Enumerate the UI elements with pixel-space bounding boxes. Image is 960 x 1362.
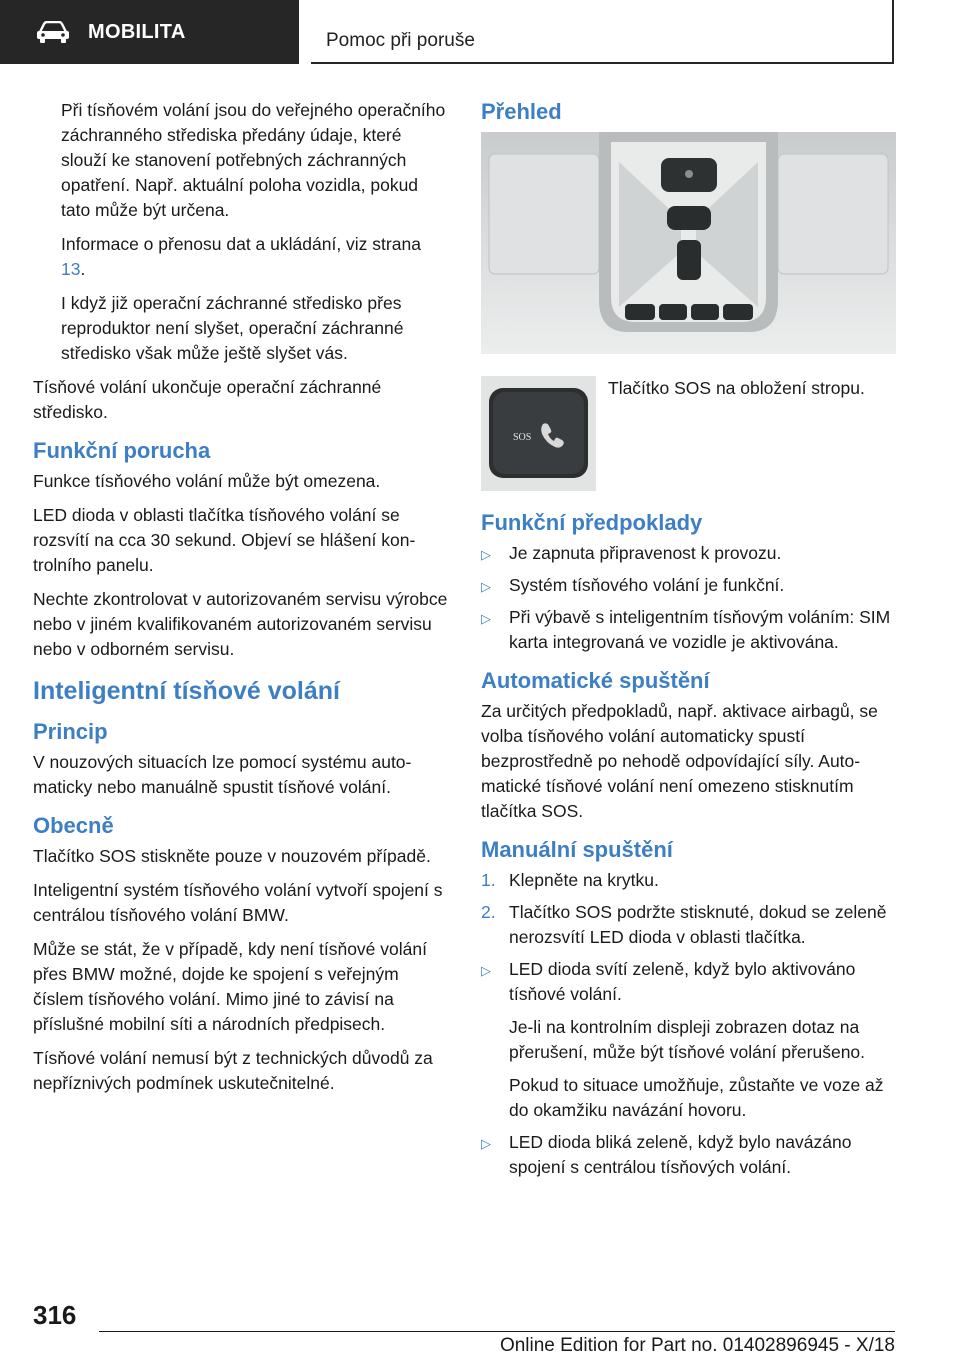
header-section-tab xyxy=(0,0,299,64)
step-number: 1. xyxy=(481,870,496,890)
paragraph: Funkce tísňového volání může být omezena. xyxy=(33,471,381,491)
paragraph: Může se stát, že v případě, kdy není tísňové volání přes BMW možné, dojde ke spojení s veřejným číslem tísňového volání. Mimo jiné to závisí na příslušné mobilní síti a národních předpisech. xyxy=(33,939,427,1034)
heading-overview: Přehled xyxy=(481,99,562,124)
step-number: 2. xyxy=(481,902,496,922)
heading-general: Obecně xyxy=(33,813,114,838)
page-number: 316 xyxy=(33,1300,77,1330)
header-chapter-box xyxy=(311,0,894,64)
triangle-bullet-icon: ▷ xyxy=(481,1136,491,1151)
list-item xyxy=(481,541,896,566)
list-item-text: Je zapnuta připravenost k provozu. xyxy=(509,543,782,563)
paragraph-text: . xyxy=(80,259,86,279)
list-item-subtext: Je-li na kontrolním displeji zobrazen dotaz na přerušení, může být tísňové volání přerušeno. xyxy=(509,1017,866,1062)
heading-automatic-start: Automatické spuštění xyxy=(481,668,710,693)
paragraph: Tísňové volání nemusí být z technických důvodů za nepříznivých podmínek uskutečnitelné. xyxy=(33,1048,433,1093)
paragraph: Tísňové volání ukončuje operační záchranné středisko. xyxy=(33,377,382,422)
step-item xyxy=(481,900,896,950)
list-item-text: Při výbavě s inteligentním tísňovým voláním: SIM karta integrovaná ve vozidle je aktivována. xyxy=(509,607,891,652)
heading-manual-start: Manuální spuštění xyxy=(481,837,673,862)
list-item-text: Systém tísňového volání je funkční. xyxy=(509,575,785,595)
triangle-bullet-icon: ▷ xyxy=(481,611,491,626)
paragraph-text: Informace o přenosu dat a ukládání, viz strana xyxy=(61,234,421,254)
list-item xyxy=(481,573,896,598)
paragraph: V nouzových situacích lze pomocí systému automaticky nebo manuálně spustit tísňové volání. xyxy=(33,752,412,797)
step-text: Klepněte na krytku. xyxy=(509,870,659,890)
footer-edition: Online Edition for Part no. 01402896945 - X/18 xyxy=(499,1335,895,1356)
heading-intelligent-emergency-call: Inteligentní tísňové volání xyxy=(33,677,340,705)
triangle-bullet-icon: ▷ xyxy=(481,579,491,594)
heading-fault: Funkční porucha xyxy=(33,438,211,463)
list-item-text: LED dioda svítí zeleně, když bylo aktivováno tísňové volání. xyxy=(509,959,856,1004)
right-column xyxy=(481,98,896,1187)
paragraph: I když již operační záchranné středisko přes reproduktor není slyšet, operační záchranné středisko však může ještě slyšet vás. xyxy=(61,293,404,363)
list-item xyxy=(481,1130,896,1180)
triangle-bullet-icon: ▷ xyxy=(481,963,491,978)
paragraph: Nechte zkontrolovat v autorizovaném servisu výrobce nebo v jiném kvalifikovaném autorizovaném servisu nebo v odborném servisu. xyxy=(33,589,448,659)
left-column xyxy=(33,98,448,1105)
image-caption: Tlačítko SOS na obložení stropu. xyxy=(608,378,865,398)
sos-button-image xyxy=(481,376,596,491)
sos-label: SOS xyxy=(513,432,532,443)
header-chapter-title: Pomoc při poruše xyxy=(326,30,475,51)
car-icon xyxy=(36,21,70,43)
triangle-bullet-icon: ▷ xyxy=(481,547,491,562)
paragraph: Tlačítko SOS stiskněte pouze v nouzovém případě. xyxy=(33,846,431,866)
heading-principle: Princip xyxy=(33,719,108,744)
step-text: Tlačítko SOS podržte stisknuté, dokud se zeleně nerozsvítí LED dioda v oblasti tlačítka. xyxy=(509,902,887,947)
list-item-subtext: Pokud to situace umožňuje, zůstaňte ve voze až do okamžiku navázání hovoru. xyxy=(509,1075,884,1120)
page-link[interactable]: 13 xyxy=(61,259,81,279)
header-section-title: MOBILITA xyxy=(88,20,186,43)
list-item xyxy=(481,957,896,1123)
paragraph: Při tísňovém volání jsou do veřejného operačního záchranného střediska předány údaje, které slouží ke stanovení potřebných záchranných opatření. Např. aktuální poloha vozidla, pokud tato může být určena. xyxy=(61,100,446,220)
list-item-text: LED dioda bliká zeleně, když bylo navázáno spojení s centrálou tísňových volání. xyxy=(509,1132,852,1177)
paragraph: Inteligentní systém tísňového volání vytvoří spojení s centrálou tísňového volání BMW. xyxy=(33,880,443,925)
heading-prerequisites: Funkční předpoklady xyxy=(481,510,703,535)
step-item xyxy=(481,868,896,893)
paragraph: Za určitých předpokladů, např. aktivace airbagů, se volba tísňového volání automaticky spustí bezprostředně po nehodě odpovídající síly. Automatické tísňové volání není omezeno stisknutím tlačítka SOS. xyxy=(481,701,878,821)
footer-divider xyxy=(99,1331,895,1332)
paragraph: LED dioda v oblasti tlačítka tísňového volání se rozsvítí na cca 30 sekund. Objeví se hlášení kontrolního panelu. xyxy=(33,505,416,575)
paragraph xyxy=(33,232,448,282)
sos-row xyxy=(481,376,896,491)
list-item xyxy=(481,605,896,655)
overhead-console-image xyxy=(481,132,896,354)
